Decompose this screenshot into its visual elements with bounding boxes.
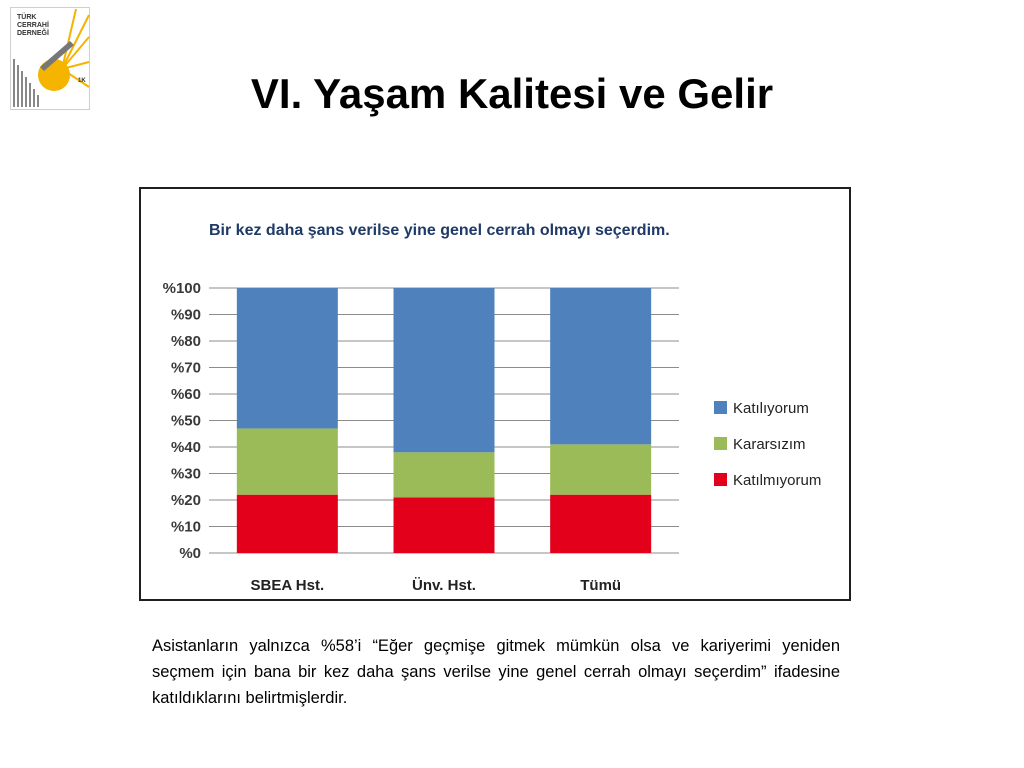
legend-label: Katılmıyorum — [733, 472, 822, 489]
y-tick-label: %100 — [162, 280, 201, 297]
y-tick-label: %30 — [170, 465, 201, 483]
y-tick-label: %80 — [170, 333, 201, 350]
bar-segment — [237, 288, 338, 428]
chart-frame — [139, 187, 851, 601]
bar-segment — [394, 288, 495, 452]
stacked-bar-chart — [141, 189, 849, 599]
legend-label: Katılıyorum — [733, 400, 809, 417]
legend-label: Kararsızım — [733, 436, 806, 453]
logo-line-1: TÜRK — [17, 14, 37, 21]
legend — [714, 400, 821, 489]
tick-layer — [163, 280, 201, 562]
body-paragraph: Asistanların yalnızca %58’i “Eğer geçmişe gitmek mümkün olsa ve kariyerimi yeniden seçmem için bana bir kez daha şans verilse yine genel cerrah olmayı seçerdim” ifadesine katıldıklarını belirtmişlerdir. — [152, 637, 840, 707]
bar-segment — [550, 444, 651, 494]
chart-title: Bir kez daha şans verilse yine genel cerrah olmayı seçerdim. — [209, 222, 670, 239]
y-tick-label: %10 — [170, 518, 201, 536]
y-tick-label: %70 — [170, 359, 201, 377]
category-layer — [251, 577, 622, 594]
bar-segment — [237, 495, 338, 553]
y-tick-label: %0 — [179, 545, 201, 562]
bar-segment — [237, 428, 338, 494]
legend-swatch — [714, 401, 727, 414]
category-label: Ünv. Hst. — [412, 577, 476, 594]
bar-segment — [394, 452, 495, 497]
logo-line-3: DERNEĞİ — [17, 30, 49, 37]
legend-swatch — [714, 473, 727, 486]
category-label: Tümü — [580, 577, 622, 594]
legend-swatch — [714, 437, 727, 450]
bar-segment — [394, 497, 495, 553]
y-tick-label: %60 — [170, 386, 201, 403]
y-tick-label: %90 — [170, 306, 201, 324]
bar-layer — [237, 288, 651, 553]
category-label: SBEA Hst. — [250, 577, 325, 594]
y-tick-label: %50 — [170, 412, 201, 430]
bar-segment — [550, 495, 651, 553]
bar-segment — [550, 288, 651, 444]
y-tick-label: %20 — [170, 492, 201, 509]
logo-line-2: CERRAHİ — [17, 22, 49, 29]
slide-title: VI. Yaşam Kalitesi ve Gelir — [250, 70, 774, 117]
y-tick-label: %40 — [170, 439, 201, 456]
logo-mark: 1K — [78, 78, 86, 84]
